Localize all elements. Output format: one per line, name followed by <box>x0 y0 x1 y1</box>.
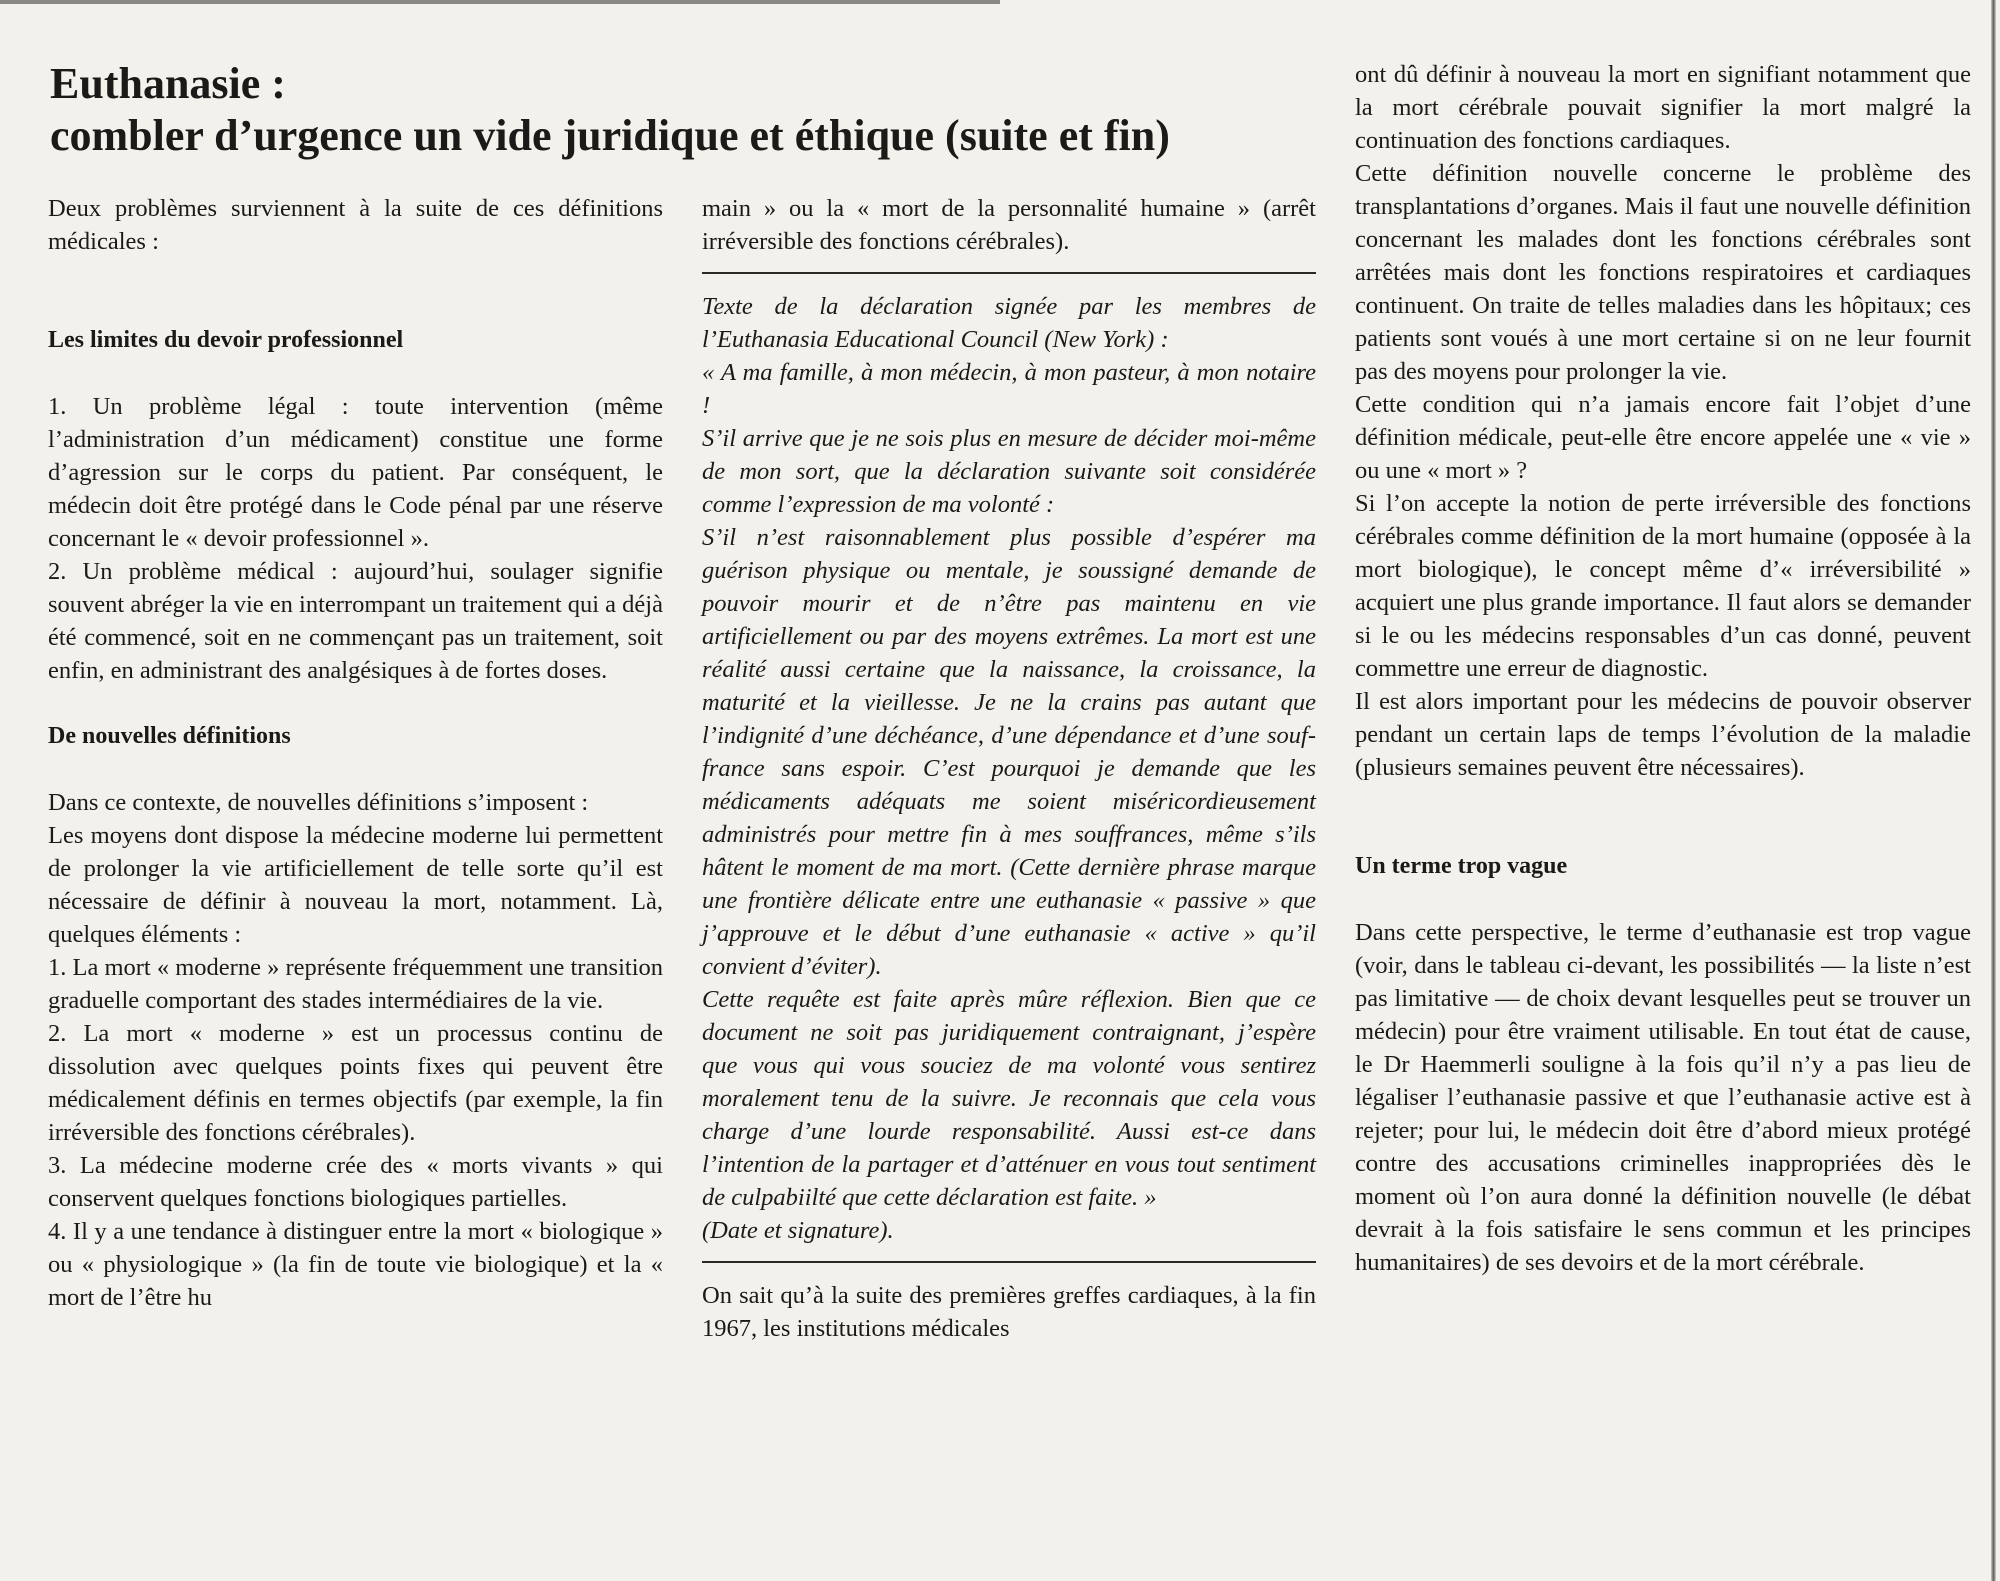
paragraph-continuation-3: ont dû définir à nouveau la mort en signifiant notamment que la mort cérébrale pouvait signifier la mort malgré la continuation des fonctions cardiaques. <box>1355 61 1971 154</box>
title-line-2: combler d’urgence un vide juridique et éthique (suite et fin) <box>50 111 1170 160</box>
paragraph-probleme-medical: 2. Un problème médical : aujourd’hui, soulager signifie souvent abréger la vie en interrompant un traitement qui a déjà été commencé, soit en ne commençant pas un traitement, soit enfin, en administrant des analgésiques à de fortes doses. <box>48 558 663 684</box>
article-title <box>50 58 1340 162</box>
divider-top <box>702 272 1316 274</box>
declaration-intro: Texte de la déclaration signée par les membres de l’Euthanasia Educational Council (New York) : <box>702 293 1316 353</box>
column-2 <box>702 192 1316 1345</box>
declaration-box <box>702 290 1316 1247</box>
subheading-terme-vague: Un terme trop vague <box>1355 853 1568 879</box>
divider-bottom <box>702 1261 1316 1263</box>
subheading-nouvelles-definitions: De nouvelles définitions <box>48 723 291 749</box>
paragraph-continuation: main » ou la « mort de la personnalité humaine » (arrêt irréversible des fonctions cérébrales). <box>702 195 1316 255</box>
column-1 <box>48 192 663 1314</box>
subheading-devoir-professionnel: Les limites du devoir professionnel <box>48 327 404 353</box>
title-line-1: Euthanasie : <box>50 59 286 108</box>
declaration-paragraph-2: S’il n’est raisonnablement plus possible d’espérer ma guérison physique ou mentale, je soussigné demande de pouvoir mourir et de n’être pas maintenu en vie artificiellement ou par des moyens extrêmes. La mort est une réalité aussi certaine que la naissance, la croissance, la maturité et la vieillesse. Je ne la crains pas autant que l’indignité d’une déchéance, d’une dépendance et d’une souffrance sans espoir. C’est pourquoi je demande que les médicaments adéquats me soient miséricordieusement administrés pour mettre fin à mes souffrances, même s’ils hâtent le moment de ma mort. (Cette dernière phrase marque une frontière délicate entre une euthanasie « passive » que j’approuve et le début d’une euthanasie « active » qu’il convient d’éviter). <box>702 524 1316 980</box>
paragraph-contexte: Dans ce contexte, de nouvelles définitions s’imposent : <box>48 789 589 816</box>
paragraph-transplantations: Cette définition nouvelle concerne le problème des transplantations d’organes. Mais il faut une nouvelle définition concernant les malades dont les fonctions cérébrales sont arrêtées mais dont les fonctions respiratoires et cardiaques continuent. On traite de telles maladies dans les hôpitaux; ces patients sont voués à une mort certaine si on ne leur fournit pas des moyens pour prolonger la vie. <box>1355 160 1971 385</box>
paragraph-condition: Cette condition qui n’a jamais encore fait l’objet d’une définition médicale, peut-elle être encore appelée une « vie » ou une « mort » ? <box>1355 391 1971 484</box>
declaration-signature: (Date et signature). <box>702 1217 894 1244</box>
intro-paragraph: Deux problèmes surviennent à la suite de ces définitions médicales : <box>48 195 663 255</box>
column-3 <box>1355 58 1971 1279</box>
list-item-3: 3. La médecine moderne crée des « morts vivants » qui conservent quelques fonctions biologiques partielles. <box>48 1152 663 1212</box>
page-edge-right <box>1991 0 1996 1581</box>
paragraph-moyens: Les moyens dont dispose la médecine moderne lui permettent de prolonger la vie artificiellement de telle sorte qu’il est nécessaire de définir à nouveau la mort, notamment. Là, quelques éléments : <box>48 822 663 948</box>
list-item-2: 2. La mort « moderne » est un processus continu de dissolution avec quelques points fixes qui peuvent être médicalement définis en termes objectifs (par exemple, la fin irréversible des fonctions cérébrales). <box>48 1020 663 1146</box>
declaration-salutation: « A ma famille, à mon médecin, à mon pasteur, à mon notaire ! <box>702 359 1316 419</box>
declaration-paragraph-3: Cette requête est faite après mûre réflexion. Bien que ce document ne soit pas juridiquement contraignant, j’espère que vous qui vous souciez de ma volonté vous sentirez moralement tenu de la suivre. Je reconnais que cela vous charge d’une lourde responsabilité. Aussi est-ce dans l’intention de la partager et d’atténuer en vous tout sentiment de culpabiilté que cette déclaration est faite. » <box>702 986 1316 1211</box>
paragraph-irreversibilite: Si l’on accepte la notion de perte irréversible des fonctions cérébrales comme définition de la mort humaine (opposée à la mort biologique), le concept même d’« irréversibilité » acquiert une plus grande importance. Il faut alors se demander si le ou les médecins responsables d’un cas donné, peuvent commettre une erreur de diagnostic. <box>1355 490 1971 682</box>
declaration-paragraph-1: S’il arrive que je ne sois plus en mesure de décider moi-même de mon sort, que la déclaration suivante soit considérée comme l’expression de ma volonté : <box>702 425 1316 518</box>
paragraph-probleme-legal: 1. Un problème légal : toute intervention (même l’administration d’un médicament) constitue une forme d’agression sur le corps du patient. Par conséquent, le médecin doit être protégé dans le Code pénal par une réserve concernant le « devoir professionnel ». <box>48 393 663 552</box>
page-edge-top <box>0 0 1000 4</box>
paragraph-perspective: Dans cette perspective, le terme d’euthanasie est trop vague (voir, dans le tableau ci-devant, les possibilités — la liste n’est pas limitative — de choix devant lesquelles peut se trouver un médecin) pour être vraiment utilisable. En tout état de cause, le Dr Haemmerli souligne à la fois qu’il n’y a pas lieu de légaliser l’euthanasie passive et que l’euthanasie active est à rejeter; pour lui, le médecin doit être d’abord mieux protégé contre des accusations criminelles inappropriées dès le moment où l’on aura donné la définition nouvelle (le débat devrait à la fois satisfaire le sens commun et les principes humanitaires) de ses devoirs et de la mort cérébrale. <box>1355 919 1971 1276</box>
paragraph-greffes: On sait qu’à la suite des premières greffes cardiaques, à la fin 1967, les institutions médicales <box>702 1282 1316 1342</box>
list-item-1: 1. La mort « moderne » représente fréquemment une transition graduelle comportant des stades intermédiaires de la vie. <box>48 954 664 1014</box>
list-item-4: 4. Il y a une tendance à distinguer entre la mort « biologique » ou « physiologique » (la fin de toute vie biologique) et la « mort de l’être hu <box>48 1218 663 1311</box>
paragraph-observation: Il est alors important pour les médecins de pouvoir observer pendant un certain laps de temps l’évolution de la maladie (plusieurs semaines peuvent être nécessaires). <box>1355 688 1971 781</box>
